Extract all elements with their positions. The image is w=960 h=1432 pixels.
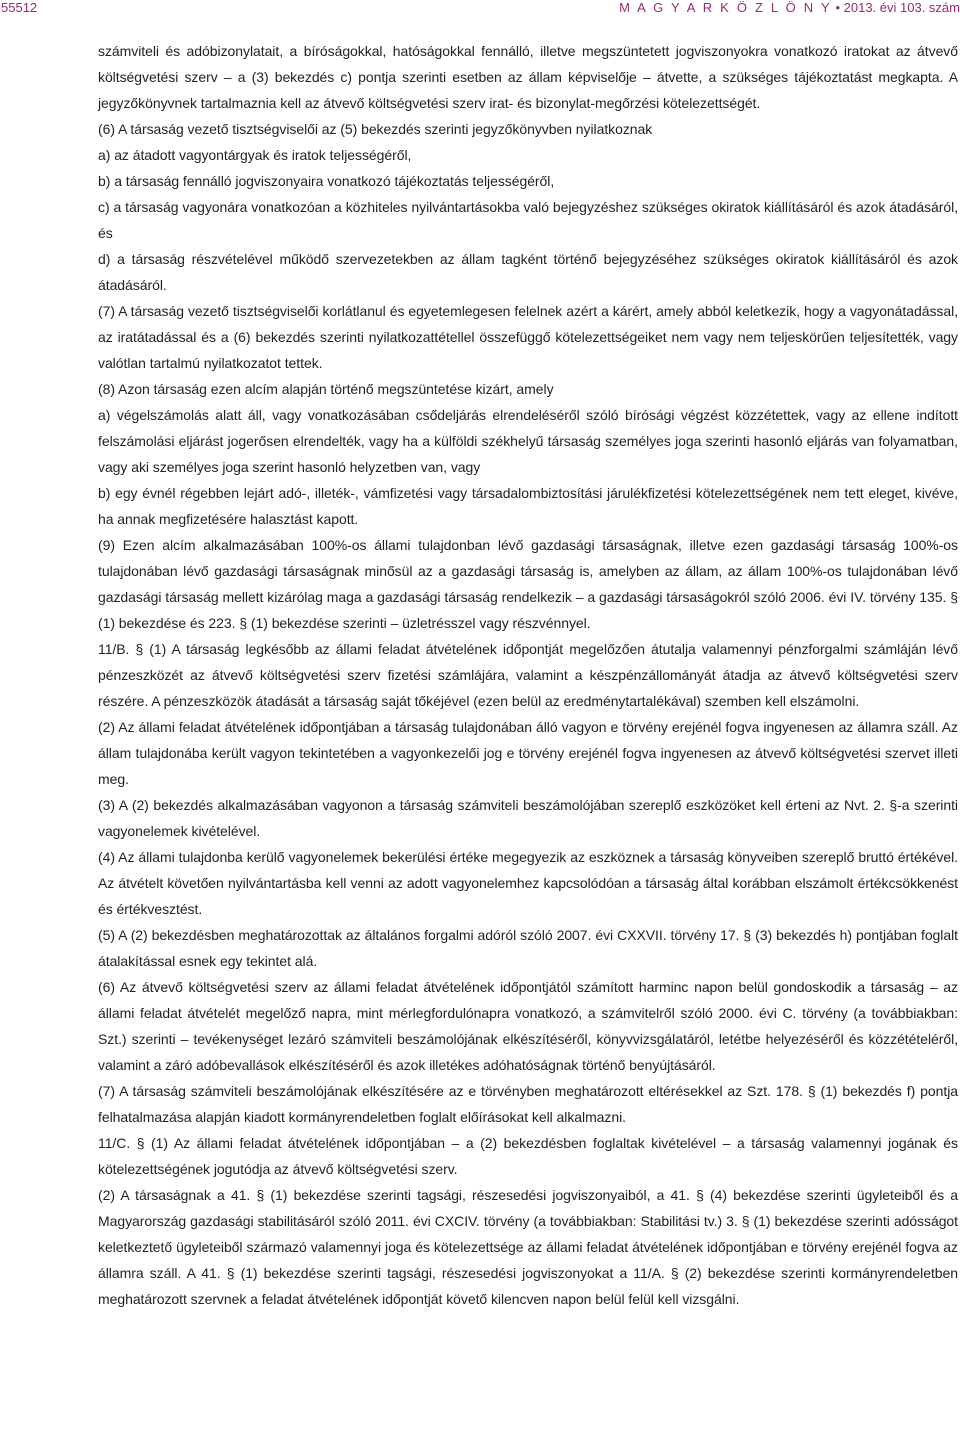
issue-number: 2013. évi 103. szám: [843, 0, 960, 15]
journal-title: M A G Y A R K Ö Z L Ö N Y: [619, 0, 832, 15]
paragraph: (9) Ezen alcím alkalmazásában 100%-os állami tulajdonban lévő gazdasági társaságnak, illetve ezen gazdasági társaság 100%-os tulajdonában lévő gazdasági társaságnak minősül az a gazdasági társaság is, amelyben az állam, az állam 100%-os tulajdonában lévő gazdasági társaság mellett kizárólag maga a gazdasági társaság rendelkezik – a gazdasági társaságokról szóló 2006. évi IV. törvény 135. § (1) bekezdése és 223. § (1) bekezdése szerinti – üzletrésszel vagy részvénnyel.: [98, 537, 958, 631]
page-header: [0, 0, 960, 16]
paragraph: b) egy évnél régebben lejárt adó-, illeték-, vámfizetési vagy társadalombiztosítási járulékfizetési kötelezettségének nem tett eleget, kivéve, ha annak megfizetésére halasztást kapott.: [98, 485, 958, 527]
paragraph: 11/B. § (1) A társaság legkésőbb az állami feladat átvételének időpontját megelőzően átutalja valamennyi pénzforgalmi számláján lévő pénzeszközét az átvevő költségvetési szerv fizetési számlájára, valamint a készpénzállományát átadja az átvevő költségvetési szerv részére. A pénzeszközök átadását a társaság saját tőkéjével (ezen belül az eredménytartalékával) szemben kell elszámolni.: [98, 641, 958, 709]
paragraph: (4) Az állami tulajdonba kerülő vagyonelemek bekerülési értéke megegyezik az eszköznek a társaság könyveiben szereplő bruttó értékével. Az átvételt követően nyilvántartásba kell venni az adott vagyonelemhez kapcsolódóan a társaság által korábban elszámolt értékcsökkenést és értékvesztést.: [98, 849, 958, 917]
page-body: [98, 38, 958, 1312]
paragraph: (2) Az állami feladat átvételének időpontjában a társaság tulajdonában álló vagyon e törvény erejénél fogva ingyenesen az államra száll. Az állam tulajdonába került vagyon tekintetében a vagyonkezelői jog e törvény erejénél fogva ingyenesen az átvevő költségvetési szervet illeti meg.: [98, 719, 958, 787]
page-number: 55512: [1, 0, 38, 15]
paragraph: c) a társaság vagyonára vonatkozóan a közhiteles nyilvántartásokba való bejegyzéshez szükséges okiratok kiállításáról és azok átadásáról, és: [98, 199, 958, 241]
paragraph: (7) A társaság számviteli beszámolójának elkészítésére az e törvényben meghatározott eltérésekkel az Szt. 178. § (1) bekezdés f) pontja felhatalmazása alapján kiadott kormányrendeletben foglalt előírásokat kell alkalmazni.: [98, 1083, 958, 1125]
bullet-separator: •: [835, 0, 841, 15]
paragraph: (3) A (2) bekezdés alkalmazásában vagyonon a társaság számviteli beszámolójában szereplő eszközöket kell érteni az Nvt. 2. §-a szerinti vagyonelemek kivételével.: [98, 797, 958, 839]
paragraph: (6) A társaság vezető tisztségviselői az (5) bekezdés szerinti jegyzőkönyvben nyilatkoznak: [98, 121, 653, 137]
paragraph: (6) Az átvevő költségvetési szerv az állami feladat átvételének időpontjától számított harminc napon belül gondoskodik a társaság – az állami feladat átvételét megelőző napra, mint mérlegfordulónapra vonatkozó, a számvitelről szóló 2000. évi C. törvény (a továbbiakban: Szt.) szerinti – tevékenységet lezáró számviteli beszámolójának elkészítéséről, könyvvizsgálatáról, letétbe helyezéséről és közzétételéről, valamint a záró adóbevallások elkészítéséről és azok illetékes adóhatóságnak történő benyújtásáról.: [98, 979, 958, 1073]
paragraph: 11/C. § (1) Az állami feladat átvételének időpontjában – a (2) bekezdésben foglaltak kivételével – a társaság valamennyi jogának és kötelezettségének jogutódja az átvevő költségvetési szerv.: [98, 1135, 958, 1177]
paragraph: (5) A (2) bekezdésben meghatározottak az általános forgalmi adóról szóló 2007. évi CXXVII. törvény 17. § (3) bekezdés h) pontjában foglalt átalakítással esnek egy tekintet alá.: [98, 927, 958, 969]
paragraph: (7) A társaság vezető tisztségviselői korlátlanul és egyetemlegesen felelnek azért a kárért, amely abból keletkezik, hogy a vagyonátadással, az iratátadással és a (6) bekezdés szerinti nyilatkozattétellel összefüggő kötelezettségeiket nem vagy nem teljeskörűen teljesítették, vagy valótlan tartalmú nyilatkozatot tettek.: [98, 303, 958, 371]
paragraph: b) a társaság fennálló jogviszonyaira vonatkozó tájékoztatás teljességéről,: [98, 173, 555, 189]
running-head: [619, 0, 960, 16]
paragraph: d) a társaság részvételével működő szervezetekben az állam tagként történő bejegyzéséhez szükséges okiratok kiállításáról és azok átadásáról.: [98, 251, 958, 293]
paragraph: számviteli és adóbizonylatait, a bíróságokkal, hatóságokkal fennálló, illetve megszüntetett jogviszonyokra vonatkozó iratokat az átvevő költségvetési szerv – a (3) bekezdés c) pontja szerinti esetben az állam képviselője – átvette, a szükséges tájékoztatást megkapta. A jegyzőkönyvnek tartalmaznia kell az átvevő költségvetési szerv irat- és bizonylat-megőrzési kötelezettségét.: [98, 43, 958, 111]
paragraph: (2) A társaságnak a 41. § (1) bekezdése szerinti tagsági, részesedési jogviszonyaiból, a 41. § (4) bekezdése szerinti ügyleteiből és a Magyarország gazdasági stabilitásáról szóló 2011. évi CXCIV. törvény (a továbbiakban: Stabilitási tv.) 3. § (1) bekezdése szerinti adósságot keletkeztető ügyleteiből származó valamennyi joga és kötelezettsége az állami feladat átvételének időpontjában e törvény erejénél fogva az államra száll. A 41. § (1) bekezdése szerinti tagsági, részesedési jogviszonyokat a 11/A. § (2) bekezdése szerinti kormányrendeletben meghatározott szervnek a feladat átvételének időpontját követő kilencven napon belül felül kell vizsgálni.: [98, 1187, 958, 1307]
paragraph: (8) Azon társaság ezen alcím alapján történő megszüntetése kizárt, amely: [98, 381, 554, 397]
paragraph: a) az átadott vagyontárgyak és iratok teljességéről,: [98, 147, 412, 163]
paragraph: a) végelszámolás alatt áll, vagy vonatkozásában csődeljárás elrendeléséről szóló bírósági végzést közzétettek, vagy az ellene indított felszámolási eljárást jogerősen elrendelték, vagy ha a külföldi székhelyű társaság személyes joga szerinti hasonló eljárás van folyamatban, vagy aki személyes joga szerint hasonló helyzetben van, vagy: [98, 407, 958, 475]
